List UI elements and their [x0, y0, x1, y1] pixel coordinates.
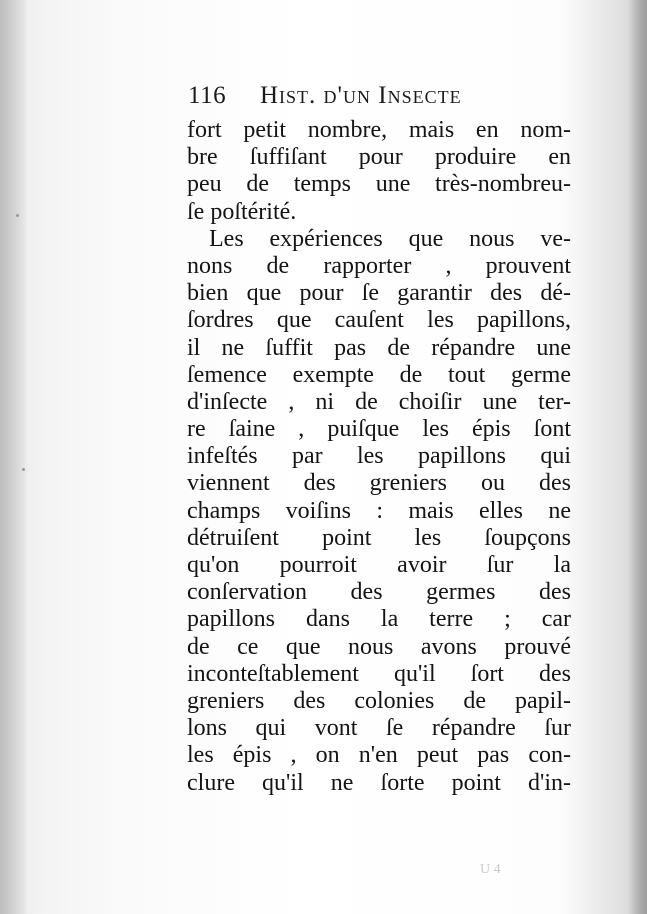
text-line: nons de rapporter , prouvent [187, 252, 571, 279]
running-head-title: Hist. d'un Insecte [260, 82, 462, 109]
text-line: ſemence exempte de tout germe [187, 361, 571, 388]
text-line: de ce que nous avons prouvé [187, 633, 571, 660]
text-line: infeſtés par les papillons qui [187, 443, 571, 470]
text-line: Les expériences que nous ve- [209, 225, 571, 252]
signature-mark: U 4 [480, 862, 501, 877]
text-line: ſordres que cauſent les papillons, [187, 307, 571, 334]
text-line: papillons dans la terre ; car [187, 606, 571, 633]
text-line: peu de temps une très-nombreu- [187, 171, 571, 198]
text-line: re ſaine , puiſque les épis ſont [187, 416, 571, 443]
text-line: il ne ſuffit pas de répandre une [187, 334, 571, 361]
text-line: bien que pour ſe garantir des dé- [187, 280, 571, 307]
body-text [187, 117, 571, 797]
paper-speck [16, 214, 19, 217]
page-edge-shadow [627, 0, 647, 914]
text-line: fort petit nombre, mais en nom- [187, 117, 571, 143]
page-gutter-shadow [0, 0, 28, 914]
page-number: 116 [188, 82, 227, 109]
text-line: champs voiſins : mais elles ne [187, 497, 571, 524]
text-line: conſervation des germes des [187, 579, 571, 606]
text-line: les épis , on n'en peut pas con- [187, 742, 571, 769]
running-head [188, 82, 588, 118]
text-line: greniers des colonies de papil- [187, 687, 571, 714]
paper-speck [22, 468, 25, 471]
text-line: inconteſtablement qu'il ſort des [187, 660, 571, 687]
text-line: bre ſuffiſant pour produire en [187, 144, 571, 171]
text-line: d'inſecte , ni de choiſir une ter- [187, 388, 571, 415]
text-line: ſe poſtérité. [187, 198, 297, 225]
text-line: lons qui vont ſe répandre ſur [187, 715, 571, 742]
text-line: viennent des greniers ou des [187, 470, 571, 497]
text-line: clure qu'il ne ſorte point d'in- [187, 769, 571, 796]
text-line: qu'on pourroit avoir ſur la [187, 552, 571, 578]
text-line: détruiſent point les ſoupçons [187, 524, 571, 551]
